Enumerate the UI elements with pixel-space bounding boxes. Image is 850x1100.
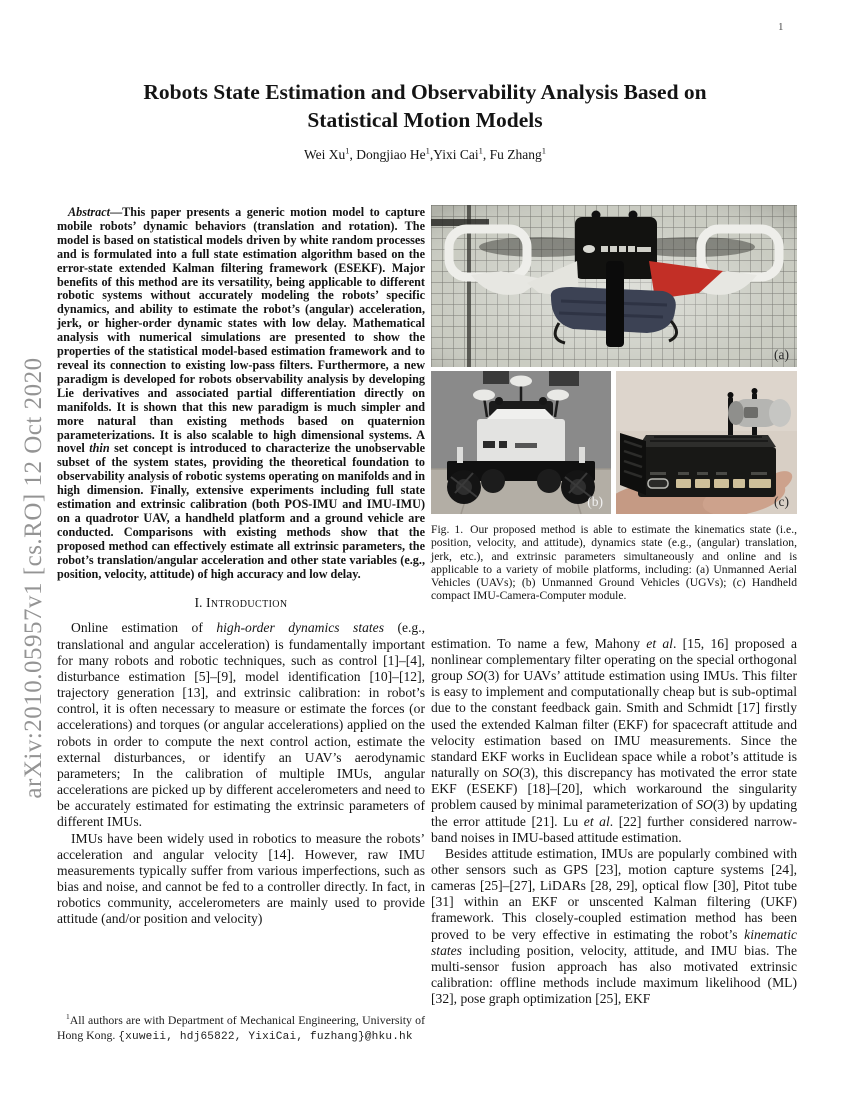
photo-ugv bbox=[431, 371, 611, 514]
paragraph: $^1$All authors are with Department of Mechanical Engineering, University of Hong Kong. {xuweii, hdj65822, YixiCai, fuzhang}@hku.hk bbox=[57, 1012, 425, 1043]
abstract bbox=[57, 206, 425, 581]
paragraph: Besides attitude estimation, IMUs are popularly combined with other sensors such as GPS [23], motion capture systems [24], cameras [25]–[27], LiDARs [28, 29], optical flow [30], Pitot tube [31] within an EKF or unscented Kalman filtering (UKF) framework. This closely-coupled estimation method has been proved to be very effective in estimating the robot’s kinematic states including position, velocity, attitude, and IMU bias. The multi-sensor fusion approach has also motivated extrinsic calibration: offline methods include maximum likelihood (ML) [32], pose graph optimization [25], EKF bbox=[431, 845, 797, 1007]
compute-box bbox=[620, 433, 776, 497]
paragraph: Fig. 1. Our proposed method is able to estimate the kinematics state (i.e., position, velocity, and attitude), dynamics state (e.g., (angular) translation, jerk, etc.), and extrinsic parameters simultaneously and online and is applicable to a variety of mobile platforms, including: (a) Unmanned Aerial Vehicles (UAVs); (b) Unmanned Ground Vehicles (UGVs); (c) Handheld compact IMU-Camera-Computer module. bbox=[431, 523, 797, 603]
photo-uav bbox=[431, 205, 797, 367]
author-footnote bbox=[57, 1013, 425, 1044]
mount-strap bbox=[606, 261, 624, 347]
ugv-photo-illustration bbox=[431, 371, 611, 514]
paragraph: Online estimation of high-order dynamics states (e.g., translational and angular acceleration) is fundamentally important for many robots and robotic techniques, such as control [1]–[4], disturbance estimation [5]–[9], model identification [10]–[12], trajectory generation [13], and extrinsic calibration: in robot’s control, it is often necessary to measure or estimate the forces (or accelerations) and torques (or angular accelerations) applied on the robots in order to compute the next control action, estimate the external disturbances, or identify an UAV’s aerodynamic parameters; In the calibration of multiple IMUs, angular accelerations are picked up by different accelerometers and need to be accurately estimated for estimating the extrinsic parameters of different IMUs. bbox=[57, 620, 426, 830]
section-heading-introduction bbox=[57, 595, 425, 611]
left-column bbox=[57, 206, 425, 927]
paragraph: IMUs have been widely used in robotics to measure the robots’ acceleration and angular velocity [14]. However, raw IMU measurements typically suffer from various imperfections, such as bias and noise, and cannot be fed to a controller directly. In fact, in robotics community, accelerometers are mainly used to provide attitude (and/or position and velocity) bbox=[57, 830, 425, 927]
handheld-photo-illustration bbox=[616, 371, 797, 514]
paper-title bbox=[95, 79, 755, 134]
camera-port bbox=[744, 407, 758, 418]
paper-title-line2: Statistical Motion Models bbox=[307, 107, 543, 132]
photo-handheld bbox=[616, 371, 797, 514]
uav-photo-illustration bbox=[431, 205, 797, 367]
paragraph: estimation. To name a few, Mahony et al. [15, 16] proposed a nonlinear complementary filter operating on the special orthogonal group SO(3) for UAVs’ attitude estimation using IMUs. This filter is easy to implement and computationally cheap but is sub-optimal due to the constant feedback gain. Smith and Schmidt [17] firstly used the extended Kalman filter (EKF) for spacecraft attitude and velocity estimation based on IMU measurements. Since the standard EKF works in Euclidean space while a robot’s attitude is naturally on SO(3), this discrepancy has motivated the error state EKF (ESEKF) [18]–[20], which workaround the singularity problem caused by minimal parameterization of SO(3) by updating the error attitude [21]. Lu et al. [22] further considered narrow-band noises in IMU-based attitude estimation. bbox=[431, 635, 797, 845]
figure-1-caption bbox=[431, 523, 797, 603]
section-title: Introduction bbox=[205, 595, 288, 611]
paper-title-line1: Robots State Estimation and Observability Analysis Based on bbox=[143, 80, 707, 104]
right-column-text bbox=[431, 636, 797, 1008]
arxiv-watermark: arXiv:2010.05957v1 [cs.RO] 12 Oct 2020 bbox=[20, 357, 47, 799]
camera-module bbox=[728, 399, 791, 427]
figure-1 bbox=[431, 205, 797, 603]
fig-label-a: (a) bbox=[774, 347, 789, 362]
page-number: 1 bbox=[778, 21, 784, 33]
introduction-text bbox=[57, 620, 425, 927]
authors-line bbox=[95, 147, 755, 163]
right-column bbox=[431, 205, 797, 1007]
fig-label-c: (c) bbox=[774, 494, 789, 509]
fig-label-b: (b) bbox=[587, 494, 603, 509]
paragraph: Wei Xu$^1$, Dongjiao He$^1$,Yixi Cai$^1$, Fu Zhang$^1$ bbox=[303, 145, 547, 162]
section-number: I. bbox=[194, 595, 203, 611]
paragraph: Abstract—This paper presents a generic motion model to capture mobile robots’ dynamic behaviors (translation and rotation). The model is based on statistical models driven by white random processes and is formulated into a full state estimation algorithm based on the error-state extended Kalman filtering framework (ESEKF). Major benefits of this method are its versatility, being applicable to different robotic systems without accurately modeling the robots’ specific dynamics, and ability to estimate the robot’s (angular) acceleration, jerk, or higher-order dynamic states with low delay. Mathematical analysis with numerical simulations are presented to show the properties of the statistical model-based estimation framework and to reveal its connection to existing low-pass filters. Furthermore, a new paradigm is developed for robots observability analysis by developing Lie derivatives and associated partial differentiation directly on manifolds. It is shown that this new paradigm is much simpler and more natural than existing methods based on quaternion parameterizations. It is also scalable to high dimensional systems. A novel thin set concept is introduced to characterize the unobservable subset of the system states, providing the theoretical foundation to observability analysis of robotic systems operating on manifolds and in high dimension. Finally, extensive experiments including full state estimation and extrinsic calibration (both POS-IMU and IMU-IMU) on a quadrotor UAV, a handheld platform and a ground vehicle are conducted. Comparisons with existing methods show that the proposed method can effectively estimate all extrinsic parameters, the robot’s translation/angular acceleration and other state variables (e.g., position, velocity, attitude) of high accuracy and low delay. bbox=[57, 205, 425, 581]
